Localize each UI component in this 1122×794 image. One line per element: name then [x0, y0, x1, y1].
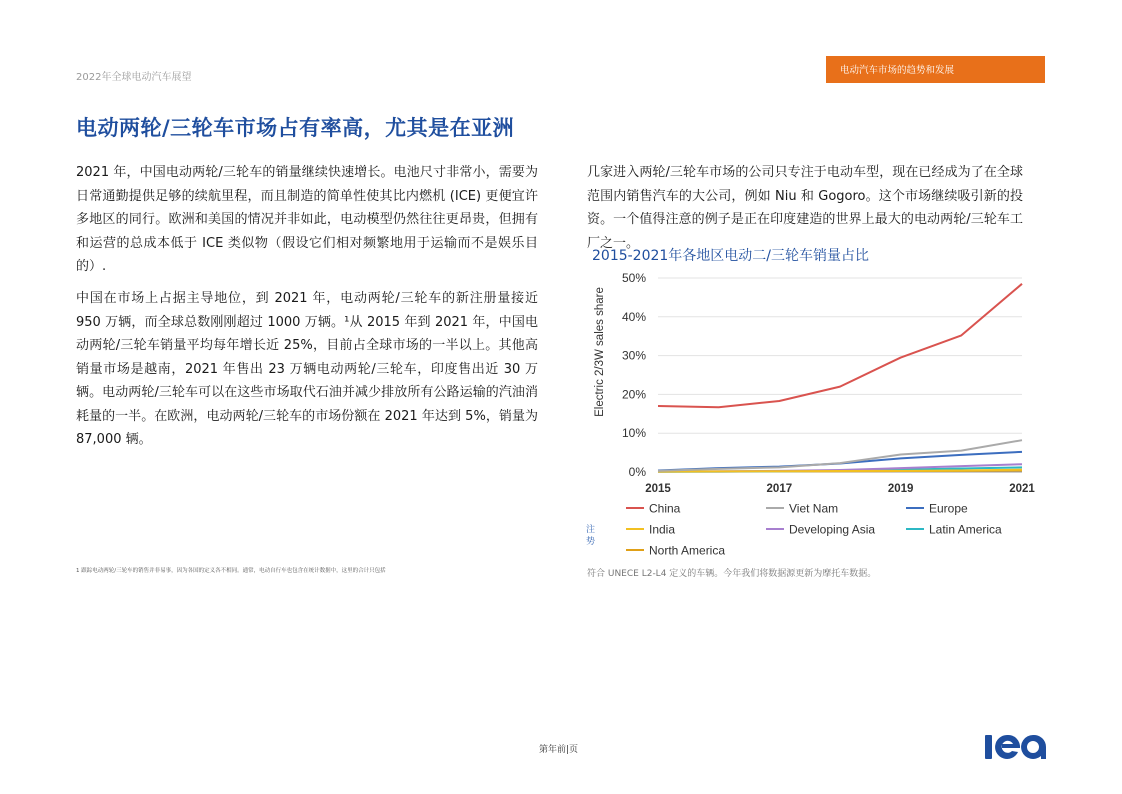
x-tick-label: 2019: [887, 483, 914, 495]
legend-label: Developing Asia: [789, 522, 876, 537]
chart-source-note: 符合 UNECE L2-L4 定义的车辆。今年我们将数据源更新为摩托车数据。: [587, 569, 877, 579]
legend-label: Latin America: [929, 522, 1002, 537]
legend-label: Viet Nam: [789, 501, 839, 516]
x-tick-label: 2015: [645, 483, 671, 495]
y-axis-label: Electric 2/3W sales share: [594, 287, 606, 417]
page-title: 电动两轮/三轮车市场占有率高，尤其是在亚洲: [76, 116, 515, 140]
legend-label: India: [649, 522, 676, 537]
y-tick-label: 30%: [621, 348, 646, 363]
note-label-line2: 势: [586, 537, 596, 547]
y-tick-label: 50%: [621, 271, 646, 285]
y-tick-label: 40%: [621, 309, 646, 324]
line-chart: [586, 266, 1046, 566]
body-paragraph-1: 2021 年，中国电动两轮/三轮车的销量继续快速增长。电池尺寸非常小，需要为日常通勤提供足够的续航里程，而且制造的简单性使其比内燃机 (ICE) 更便宜许多地区的同行。欧洲和美国的情况并非如此，电动模型仍然往往更昂贵，但拥有和运营的总成本低于 ICE 类似物（假设它们相对频繁地用于运输而不是娱乐目的）.: [76, 165, 538, 274]
note-label: [586, 524, 596, 548]
chart-title: 2015-2021年各地区电动二/三轮车销量占比: [592, 248, 870, 264]
y-tick-label: 20%: [621, 387, 646, 402]
body-paragraph-3: 几家进入两轮/三轮车市场的公司只专注于电动车型，现在已经成为了在全球范围内销售汽车的大公司，例如 Niu 和 Gogoro。这个市场继续吸引新的投资。一个值得注意的例子是正在印度建造的世界上最大的电动两轮/三轮车工厂之一。: [587, 165, 1023, 251]
legend-label: North America: [649, 543, 726, 558]
iea-logo: [983, 729, 1047, 763]
document-title: 2022年全球电动汽车展望: [76, 72, 192, 83]
series-line-china: [658, 284, 1022, 407]
section-tag: 电动汽车市场的趋势和发展: [826, 56, 1045, 83]
note-label-line1: 注: [586, 525, 596, 535]
y-tick-label: 0%: [628, 465, 646, 479]
footnote: 1 跟踪电动两轮/三轮车的销售并非易事，因为各国的定义各不相同。通常，电动自行车也包含在统计数据中，这里的合计只包括: [76, 568, 386, 574]
page-number: 第年前|页: [539, 745, 579, 755]
y-tick-label: 10%: [621, 426, 646, 441]
body-paragraph-2: 中国在市场上占据主导地位，到 2021 年，电动两轮/三轮车的新注册量接近 950 万辆，而全球总数刚刚超过 1000 万辆。¹从 2015 年到 2021 年，中国电动两轮/三轮车销量平均每年增长近 25%，目前占全球市场的一半以上。其他高销量市场是越南，2021 年售出 23 万辆电动两轮/三轮车，印度售出近 30 万辆。电动两轮/三轮车可以在这些市场取代石油并减少排放所有公路运输的汽油消耗量的一半。在欧洲，电动两轮/三轮车的市场份额在 2021 年达到 5%，销量为 87,000 辆。: [76, 291, 538, 447]
legend-label: China: [649, 501, 681, 516]
x-tick-label: 2021: [1009, 483, 1035, 495]
x-tick-label: 2017: [766, 483, 793, 495]
legend-label: Europe: [929, 501, 968, 516]
